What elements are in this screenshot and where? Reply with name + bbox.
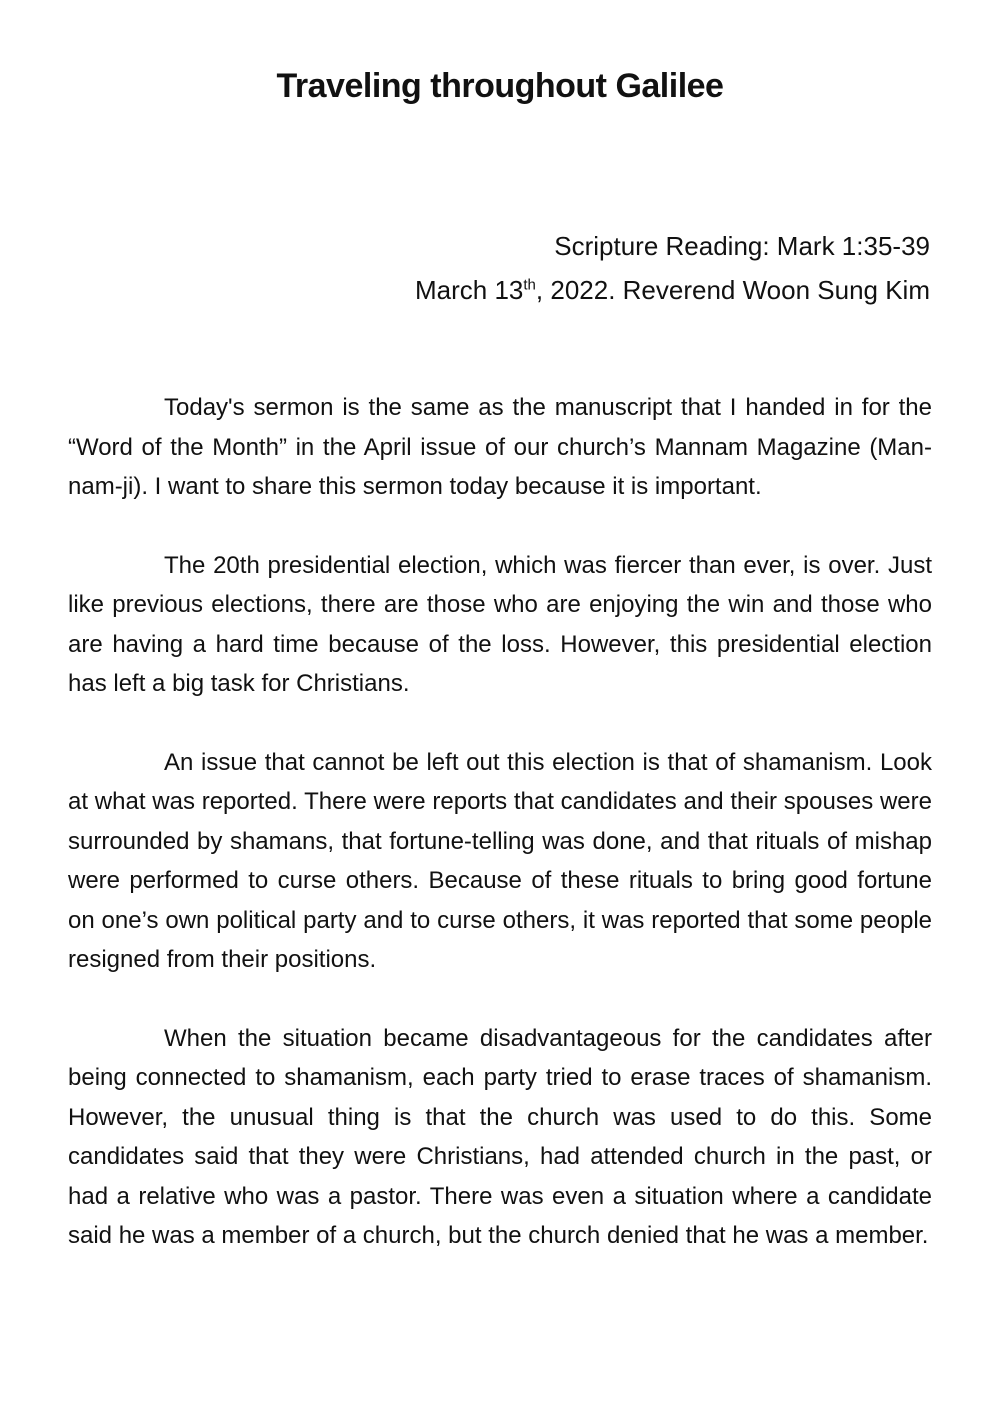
date-suffix: , 2022. Reverend Woon Sung Kim [535, 275, 930, 305]
paragraph: The 20th presidential election, which was fiercer than ever, is over. Just like previous elections, there are those who are enjoying the win and those who are having a hard time because of the loss. However, this presidential election has left a big task for Christians. [68, 551, 932, 697]
page-title: Traveling throughout Galilee [276, 67, 724, 105]
date-prefix: March 13 [415, 275, 524, 305]
date-and-author [70, 268, 930, 312]
date-superscript: th [523, 276, 536, 294]
scripture-reading: Scripture Reading: Mark 1:35-39 [554, 231, 930, 261]
sermon-body [68, 388, 932, 1295]
paragraph: When the situation became disadvantageous for the candidates after being connected to shamanism, each party tried to erase traces of shamanism. However, the unusual thing is that the church was used to do this. Some candidates said that they were Christians, had attended church in the past, or had a relative who was a pastor. There was even a situation where a candidate said he was a member of a church, but the church denied that he was a member. [68, 1024, 932, 1249]
paragraph: Today's sermon is the same as the manuscript that I handed in for the “Word of the Month” in the April issue of our church’s Mannam Magazine (Man-nam-ji). I want to share this sermon today because it is important. [68, 394, 932, 500]
paragraph: An issue that cannot be left out this election is that of shamanism. Look at what was reported. There were reports that candidates and their spouses were surrounded by shamans, that fortune-telling was done, and that rituals of mishap were performed to curse others. Because of these rituals to bring good fortune on one’s own political party and to curse others, it was reported that some people resigned from their positions. [68, 748, 932, 973]
sermon-meta [70, 224, 930, 312]
